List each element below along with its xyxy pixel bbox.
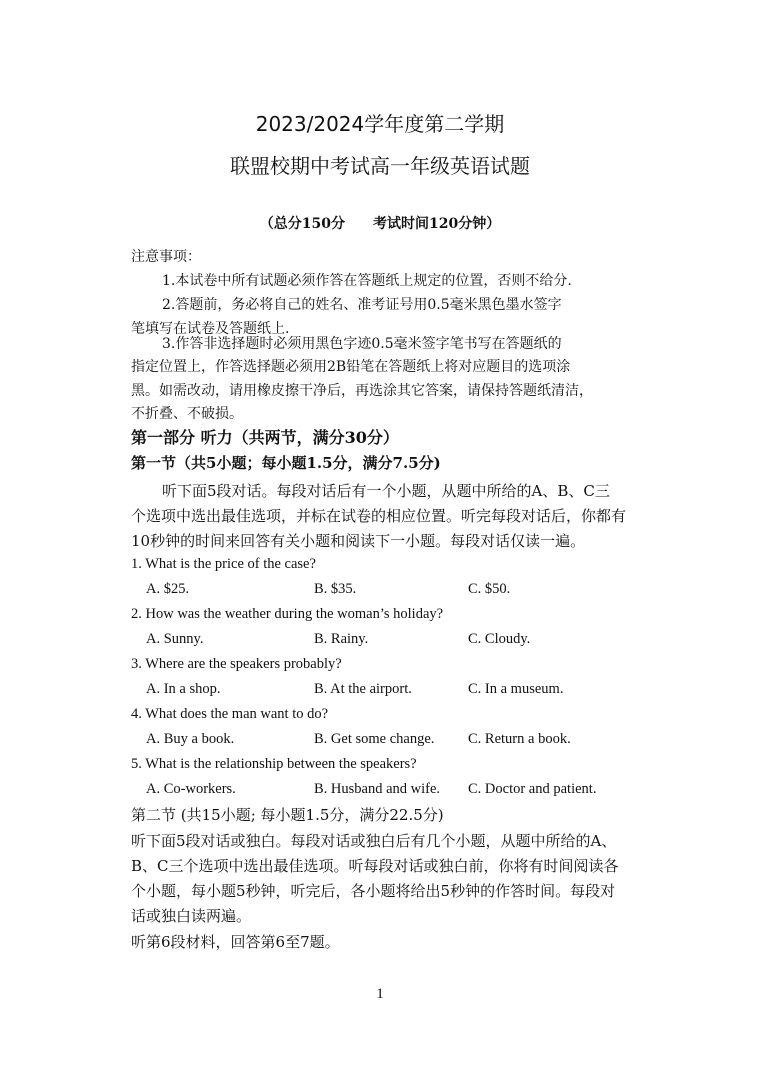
notes-line: 指定位置上，作答选择题必须用2B铅笔在答题纸上将对应题目的选项涂 [131, 359, 571, 375]
option-c: C. Cloudy. [468, 631, 531, 647]
exam-subtitle: （总分150分 考试时间120分钟） [259, 216, 501, 232]
part1-heading: 第一部分 听力（共两节，满分30分） [131, 428, 399, 447]
option-a: A. In a shop. [146, 681, 221, 697]
option-b: B. Husband and wife. [314, 781, 441, 797]
section1-instructions: 10秒钟的时间来回答有关小题和阅读下一小题。每段对话仅读一遍。 [131, 532, 586, 550]
exam-title-line2: 联盟校期中考试高一年级英语试题 [230, 154, 530, 178]
notes-line: 不折叠、不破损。 [131, 406, 243, 422]
section2-instructions: B、C三个选项中选出最佳选项。听每段对话或独白前，你将有时间阅读各 [131, 857, 619, 875]
option-b: B. At the airport. [314, 681, 412, 697]
section1-heading: 第一节（共5小题；每小题1.5分，满分7.5分) [131, 454, 441, 472]
option-a: A. $25. [146, 581, 190, 597]
option-a: A. Buy a book. [146, 731, 235, 747]
option-c: C. $50. [468, 581, 511, 597]
option-c: C. Return a book. [468, 731, 571, 747]
option-a: A. Sunny. [146, 631, 204, 647]
question-2: 2. How was the weather during the woman’s holiday? [131, 606, 444, 622]
question-5: 5. What is the relationship between the speakers? [131, 756, 417, 772]
section1-instructions: 个选项中选出最佳选项，并标在试卷的相应位置。听完每段对话后，你都有 [131, 507, 627, 525]
notes-line: 笔填写在试卷及答题纸上. [131, 321, 290, 337]
notes-heading: 注意事项： [131, 249, 201, 265]
option-b: B. Rainy. [314, 631, 369, 647]
question-3: 3. Where are the speakers probably? [131, 656, 342, 672]
notes-line: 3.作答非选择题时必须用黑色字迹0.5毫米签字笔书写在答题纸的 [162, 336, 562, 352]
question-1: 1. What is the price of the case? [131, 556, 316, 572]
option-c: C. In a museum. [468, 681, 564, 697]
question-4: 4. What does the man want to do? [131, 706, 329, 722]
option-c: C. Doctor and patient. [468, 781, 597, 797]
section2-heading: 第二节 (共15小题; 每小题1.5分，满分22.5分) [131, 806, 444, 824]
notes-line: 1.本试卷中所有试题必须作答在答题纸上规定的位置，否则不给分. [162, 273, 572, 289]
notes-line: 黑。如需改动，请用橡皮擦干净后，再选涂其它答案，请保持答题纸清洁， [131, 383, 593, 399]
material-note: 听第6段材料，回答第6至7题。 [131, 933, 340, 951]
section2-instructions: 话或独白读两遍。 [131, 907, 252, 925]
section1-instructions: 听下面5段对话。每段对话后有一个小题，从题中所给的A、B、C三 [162, 482, 610, 500]
notes-line: 2.答题前，务必将自己的姓名、准考证号用0.5毫米黑色墨水签字 [162, 297, 562, 313]
page-number: 1 [376, 986, 384, 1002]
section2-instructions: 个小题，每小题5秒钟，听完后，各小题将给出5秒钟的作答时间。每段对 [131, 882, 616, 900]
option-b: B. $35. [314, 581, 357, 597]
exam-title-line1: 2023/2024学年度第二学期 [255, 112, 505, 136]
option-b: B. Get some change. [314, 731, 435, 747]
option-a: A. Co-workers. [146, 781, 236, 797]
section2-instructions: 听下面5段对话或独白。每段对话或独白后有几个小题，从题中所给的A、 [131, 832, 617, 850]
